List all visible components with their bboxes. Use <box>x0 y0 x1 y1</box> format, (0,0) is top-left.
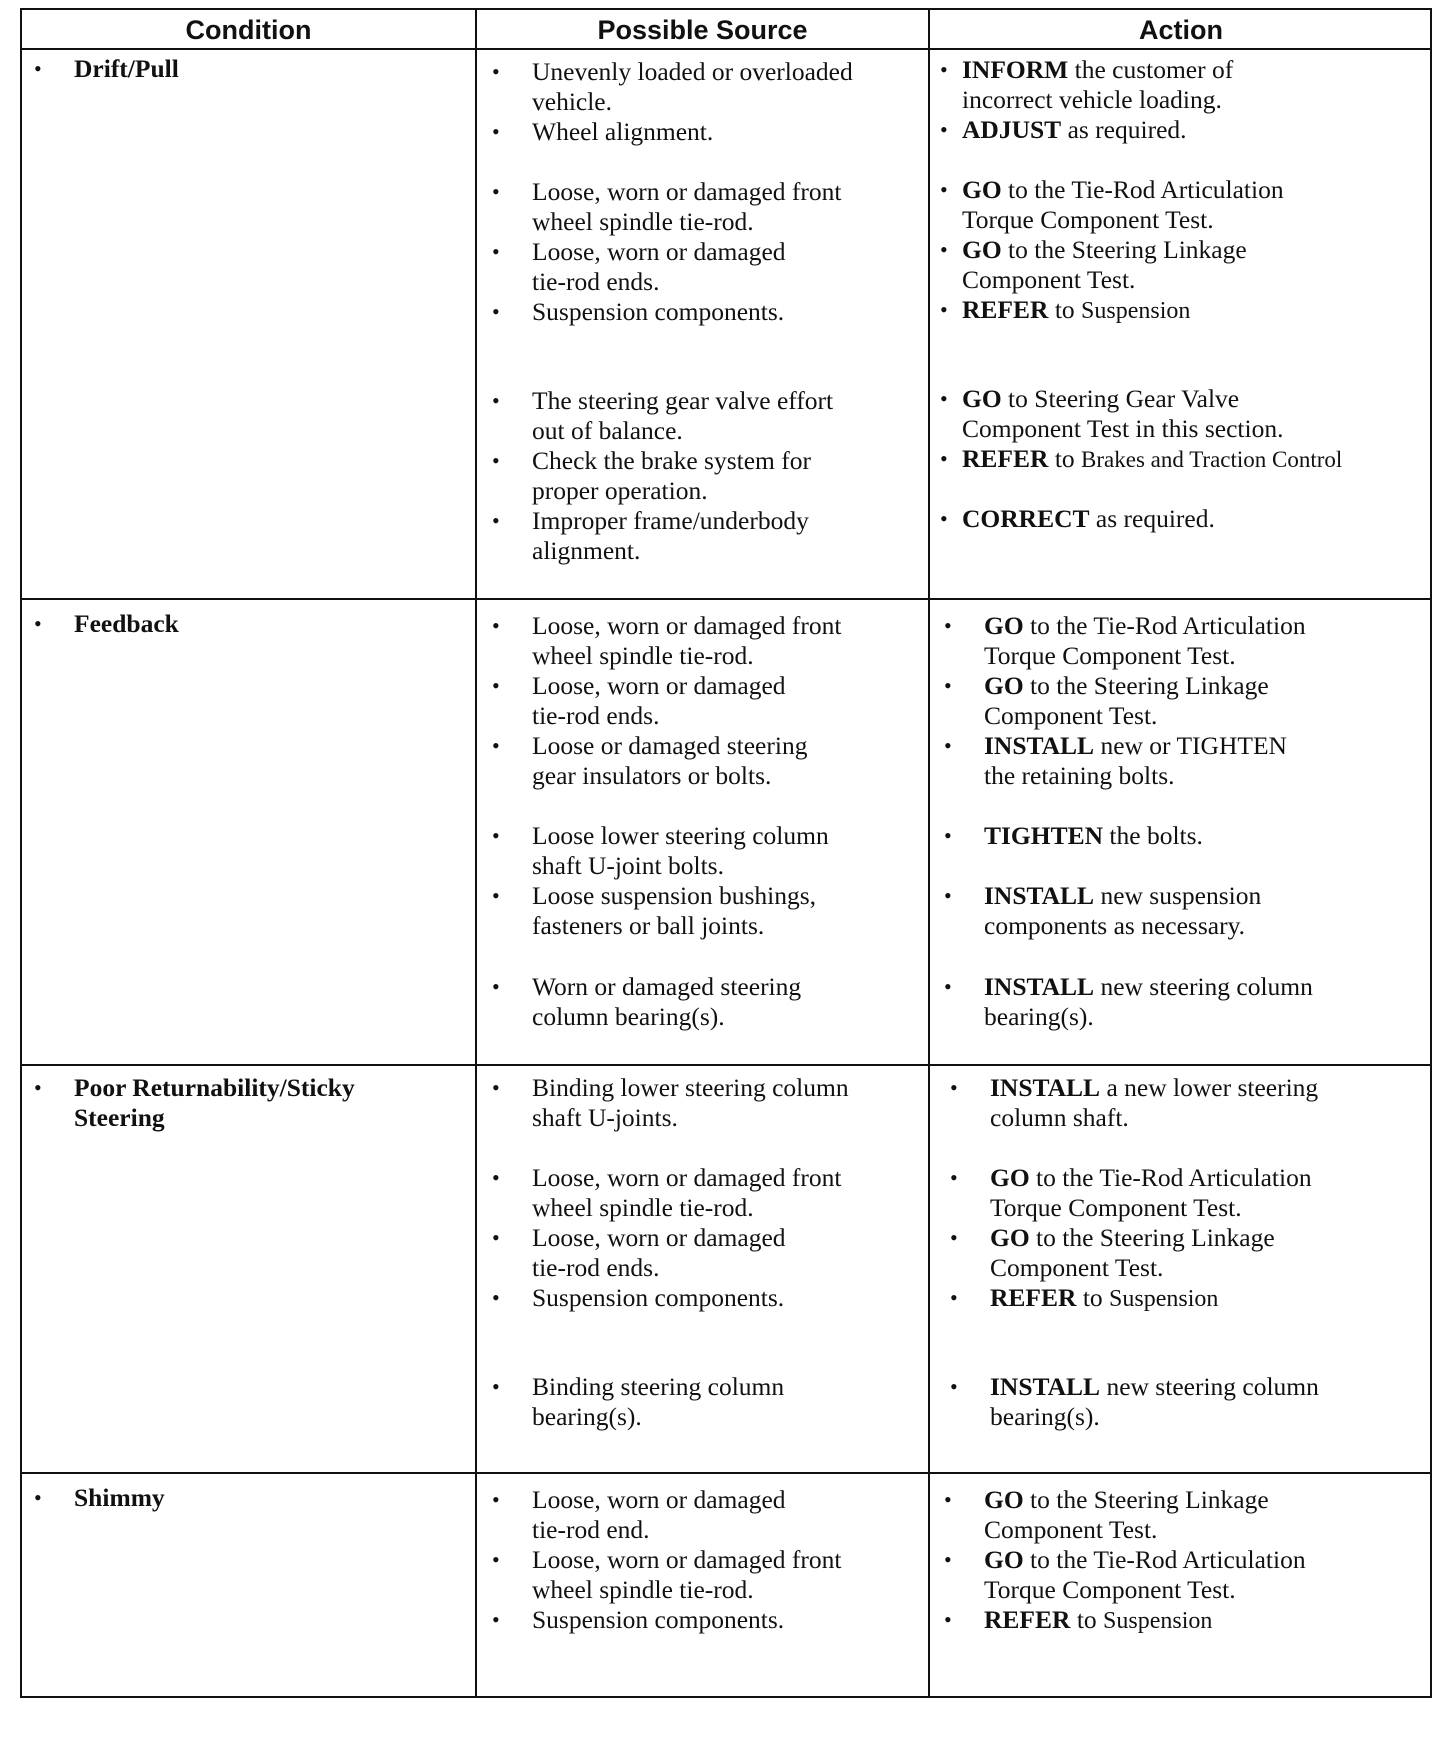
bullet: • <box>944 883 952 908</box>
bullet: • <box>492 613 500 638</box>
source-item <box>532 1372 784 1432</box>
bullet: • <box>492 883 500 908</box>
section-reference: Suspension <box>1081 298 1191 324</box>
condition-feedback: Feedback <box>74 609 179 638</box>
source-item <box>532 1485 786 1545</box>
action-keyword: GO <box>990 1223 1030 1252</box>
action-line: to the Tie-Rod Articulation <box>1030 1545 1306 1574</box>
action-keyword: INSTALL <box>984 972 1095 1001</box>
source-line: shaft U-joint bolts. <box>532 851 724 880</box>
action-item <box>984 611 1306 671</box>
action-line: bearing(s). <box>990 1402 1100 1431</box>
condition-line: Steering <box>74 1103 165 1132</box>
source-line: wheel spindle tie-rod. <box>532 641 754 670</box>
action-keyword: GO <box>984 611 1024 640</box>
bullet: • <box>950 1374 958 1399</box>
action-keyword: TIGHTEN <box>984 821 1104 850</box>
condition-poor-returnability <box>74 1073 355 1133</box>
action-line: the bolts. <box>1109 821 1203 850</box>
action-line: Component Test. <box>962 265 1136 294</box>
action-keyword: GO <box>984 1545 1024 1574</box>
action-item <box>962 175 1284 235</box>
action-item <box>990 1163 1312 1223</box>
action-line: the customer of <box>1074 55 1234 84</box>
action-keyword: GO <box>984 671 1024 700</box>
source-line: Worn or damaged steering <box>532 972 802 1001</box>
source-line: Loose, worn or damaged <box>532 1223 786 1252</box>
action-line: Component Test. <box>984 1515 1158 1544</box>
section-reference: Brakes and Traction Control <box>1081 447 1343 472</box>
action-line: components as necessary. <box>984 911 1246 940</box>
action-line: Component Test in this section. <box>962 414 1284 443</box>
source-item <box>532 671 786 731</box>
action-line: to the Steering Linkage <box>1008 235 1247 264</box>
bullet: • <box>492 1285 500 1310</box>
action-line: to <box>1054 295 1075 324</box>
source-item: Wheel alignment. <box>532 117 714 146</box>
source-line: wheel spindle tie-rod. <box>532 207 754 236</box>
bullet: • <box>944 1607 952 1632</box>
bullet: • <box>492 299 500 324</box>
source-item <box>532 57 853 117</box>
row-divider <box>22 1472 1430 1474</box>
source-line: Loose, worn or damaged front <box>532 1163 842 1192</box>
action-keyword: INSTALL <box>990 1372 1101 1401</box>
header-action: Action <box>1139 15 1223 45</box>
action-keyword: ADJUST <box>962 115 1062 144</box>
source-line: Check the brake system for <box>532 446 811 475</box>
action-line: to <box>1054 444 1075 473</box>
bullet: • <box>34 56 42 81</box>
action-line: new steering column <box>1100 972 1313 1001</box>
row-divider <box>22 598 1430 600</box>
source-item: Suspension components. <box>532 297 785 326</box>
action-keyword: REFER <box>984 1605 1071 1634</box>
action-line: to the Tie-Rod Articulation <box>1008 175 1284 204</box>
bullet: • <box>940 297 948 322</box>
action-item <box>962 55 1233 115</box>
action-line: to the Steering Linkage <box>1030 671 1269 700</box>
bullet: • <box>34 1485 42 1510</box>
bullet: • <box>492 1075 500 1100</box>
source-line: vehicle. <box>532 87 612 116</box>
source-item <box>532 881 816 941</box>
action-keyword: INFORM <box>962 55 1069 84</box>
action-keyword: GO <box>962 384 1002 413</box>
action-item <box>990 1283 1218 1314</box>
action-keyword: INSTALL <box>984 881 1095 910</box>
bullet: • <box>944 733 952 758</box>
bullet: • <box>492 1165 500 1190</box>
source-line: alignment. <box>532 536 641 565</box>
action-line: the retaining bolts. <box>984 761 1175 790</box>
source-line: wheel spindle tie-rod. <box>532 1575 754 1604</box>
source-line: Loose, worn or damaged front <box>532 177 842 206</box>
bullet: • <box>944 613 952 638</box>
source-line: Loose suspension bushings, <box>532 881 817 910</box>
action-keyword: GO <box>962 175 1002 204</box>
source-line: Loose, worn or damaged <box>532 237 786 266</box>
source-line: tie-rod end. <box>532 1515 650 1544</box>
action-item <box>984 881 1261 941</box>
action-line: to the Steering Linkage <box>1030 1485 1269 1514</box>
source-line: Loose, worn or damaged front <box>532 611 842 640</box>
action-line: Torque Component Test. <box>984 1575 1236 1604</box>
action-line: incorrect vehicle loading. <box>962 85 1222 114</box>
action-keyword: GO <box>990 1163 1030 1192</box>
source-line: Improper frame/underbody <box>532 506 809 535</box>
bullet: • <box>944 1547 952 1572</box>
action-item <box>962 115 1187 145</box>
bullet: • <box>492 239 500 264</box>
bullet: • <box>492 974 500 999</box>
action-item <box>962 384 1283 444</box>
action-line: new or TIGHTEN <box>1100 731 1287 760</box>
row-divider <box>22 1064 1430 1066</box>
action-line: to Steering Gear Valve <box>1008 384 1240 413</box>
source-line: Loose, worn or damaged <box>532 1485 786 1514</box>
condition-drift-pull: Drift/Pull <box>74 54 179 83</box>
bullet: • <box>944 1487 952 1512</box>
bullet: • <box>492 1487 500 1512</box>
source-line: Unevenly loaded or overloaded <box>532 57 853 86</box>
section-reference: Suspension <box>1103 1608 1213 1634</box>
condition-line: Poor Returnability/Sticky <box>74 1073 355 1102</box>
action-keyword: REFER <box>990 1283 1077 1312</box>
action-keyword: REFER <box>962 295 1049 324</box>
source-line: tie-rod ends. <box>532 1253 660 1282</box>
source-line: Loose, worn or damaged front <box>532 1545 842 1574</box>
source-line: Binding steering column <box>532 1372 785 1401</box>
action-item <box>962 444 1342 475</box>
bullet: • <box>950 1285 958 1310</box>
bullet: • <box>492 448 500 473</box>
bullet: • <box>492 388 500 413</box>
action-item <box>990 1223 1275 1283</box>
action-line: new steering column <box>1106 1372 1319 1401</box>
source-line: out of balance. <box>532 416 683 445</box>
action-item <box>984 1605 1212 1636</box>
action-line: new suspension <box>1100 881 1262 910</box>
source-item <box>532 1223 786 1283</box>
action-line: bearing(s). <box>984 1002 1094 1031</box>
source-item <box>532 506 809 566</box>
header-possible-source: Possible Source <box>597 15 808 45</box>
bullet: • <box>940 386 948 411</box>
source-line: fasteners or ball joints. <box>532 911 765 940</box>
source-item <box>532 1545 841 1605</box>
bullet: • <box>940 117 948 142</box>
source-item <box>532 972 801 1032</box>
source-item <box>532 731 807 791</box>
source-item: Suspension components. <box>532 1605 785 1634</box>
source-item <box>532 821 829 881</box>
condition-shimmy: Shimmy <box>74 1483 165 1512</box>
bullet: • <box>492 1547 500 1572</box>
action-item <box>984 731 1287 791</box>
source-line: Loose, worn or damaged <box>532 671 786 700</box>
bullet: • <box>950 1165 958 1190</box>
action-line: column shaft. <box>990 1103 1129 1132</box>
bullet: • <box>950 1225 958 1250</box>
source-line: The steering gear valve effort <box>532 386 834 415</box>
column-divider <box>928 10 930 1696</box>
action-item <box>984 821 1203 851</box>
action-line: to the Steering Linkage <box>1036 1223 1275 1252</box>
action-item <box>990 1073 1318 1133</box>
action-line: to <box>1082 1283 1103 1312</box>
action-line: to the Tie-Rod Articulation <box>1030 611 1306 640</box>
section-reference: Suspension <box>1109 1286 1219 1312</box>
action-keyword: GO <box>962 235 1002 264</box>
bullet: • <box>34 611 42 636</box>
action-line: to <box>1076 1605 1097 1634</box>
bullet: • <box>492 1225 500 1250</box>
bullet: • <box>492 733 500 758</box>
source-item <box>532 177 841 237</box>
bullet: • <box>492 1374 500 1399</box>
action-item <box>962 295 1190 326</box>
bullet: • <box>492 823 500 848</box>
source-line: column bearing(s). <box>532 1002 725 1031</box>
action-line: Torque Component Test. <box>962 205 1214 234</box>
bullet: • <box>950 1075 958 1100</box>
action-item <box>962 504 1215 534</box>
column-divider <box>475 10 477 1696</box>
bullet: • <box>492 508 500 533</box>
action-item <box>984 1545 1306 1605</box>
source-line: Loose or damaged steering <box>532 731 808 760</box>
action-item <box>990 1372 1319 1432</box>
source-line: Binding lower steering column <box>532 1073 849 1102</box>
source-line: shaft U-joints. <box>532 1103 678 1132</box>
source-item <box>532 237 786 297</box>
bullet: • <box>492 119 500 144</box>
action-keyword: INSTALL <box>990 1073 1101 1102</box>
source-item <box>532 386 833 446</box>
source-item <box>532 1073 849 1133</box>
action-keyword: REFER <box>962 444 1049 473</box>
bullet: • <box>34 1075 42 1100</box>
action-line: Torque Component Test. <box>984 641 1236 670</box>
source-line: Loose lower steering column <box>532 821 829 850</box>
action-line: Torque Component Test. <box>990 1193 1242 1222</box>
action-item <box>984 972 1313 1032</box>
action-line: a new lower steering <box>1106 1073 1319 1102</box>
action-keyword: CORRECT <box>962 504 1090 533</box>
action-line: as required. <box>1067 115 1187 144</box>
bullet: • <box>492 1607 500 1632</box>
source-line: wheel spindle tie-rod. <box>532 1193 754 1222</box>
diagnosis-table <box>20 8 1432 1698</box>
source-item <box>532 446 811 506</box>
action-line: Component Test. <box>984 701 1158 730</box>
source-item: Suspension components. <box>532 1283 785 1312</box>
bullet: • <box>940 506 948 531</box>
source-line: gear insulators or bolts. <box>532 761 772 790</box>
action-keyword: GO <box>984 1485 1024 1514</box>
bullet: • <box>944 673 952 698</box>
action-line: Component Test. <box>990 1253 1164 1282</box>
action-item <box>984 671 1269 731</box>
source-line: tie-rod ends. <box>532 267 660 296</box>
action-line: as required. <box>1095 504 1215 533</box>
bullet: • <box>492 59 500 84</box>
bullet: • <box>940 177 948 202</box>
bullet: • <box>940 57 948 82</box>
source-line: proper operation. <box>532 476 708 505</box>
action-line: to the Tie-Rod Articulation <box>1036 1163 1312 1192</box>
source-line: bearing(s). <box>532 1402 642 1431</box>
action-keyword: INSTALL <box>984 731 1095 760</box>
bullet: • <box>944 823 952 848</box>
source-item <box>532 1163 841 1223</box>
bullet: • <box>940 446 948 471</box>
bullet: • <box>940 237 948 262</box>
source-line: tie-rod ends. <box>532 701 660 730</box>
action-item <box>962 235 1247 295</box>
bullet: • <box>944 974 952 999</box>
action-item <box>984 1485 1269 1545</box>
header-condition: Condition <box>185 15 312 45</box>
bullet: • <box>492 673 500 698</box>
source-item <box>532 611 841 671</box>
bullet: • <box>492 179 500 204</box>
